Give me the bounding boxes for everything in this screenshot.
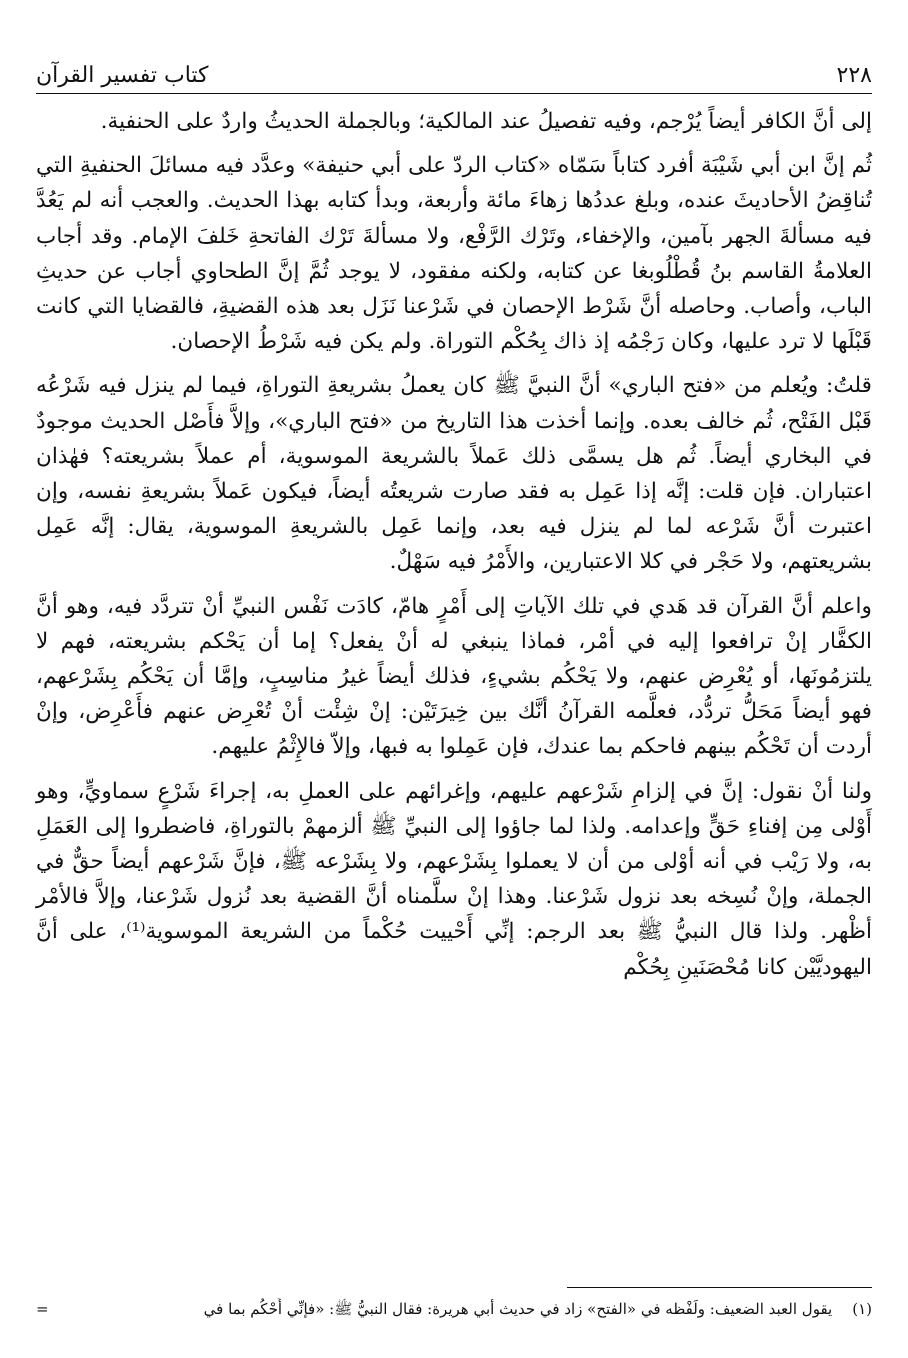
footnote-text: يقول العبد الضعيف: ولَفْظه في «الفتح» زاد في حديث أبي هريرة: فقال النبيُّ ﷺ: «فإنِّي أَحْكُم بما في bbox=[203, 1300, 833, 1318]
paragraph: قلتُ: ويُعلم من «فتح الباري» أنَّ النبيَّ ﷺ كان يعملُ بشريعةِ التوراةِ، فيما لم ينزل فيه شَرْعُه قَبْل الفَتْح، ثُم خالف بعده. وإنما أخذت هذا التاريخ من «فتح الباري»، وإلاَّ فأَصْل الحديث موجودٌ في البخاري أيضاً. ثُم هل يسمَّى ذلك عَملاً بالشريعة الموسوية، أم عملاً بشريعته؟ فهٰذان اعتباران. فإن قلت: إنَّه إذا عَمِل به فقد صارت شريعتُه أيضاً، فيكون عَملاً بشريعةِ نفسه، وإن اعتبرت أنَّ شَرْعه لما لم ينزل فيه بعد، وإنما عَمِل بالشريعةِ الموسوية، يقال: إنَّه عَمِل بشريعتهم، ولا حَجْر في كلا الاعتبارين، والأَمْرُ فيه سَهْلٌ. bbox=[36, 373, 872, 575]
page-number: ٢٢٨ bbox=[836, 63, 872, 88]
paragraph: ثُم إنَّ ابن أبي شَيْبَة أفرد كتاباً سَمّاه «كتاب الردّ على أبي حنيفة» وعدَّد فيه مسائلَ الحنفيةِ التي تُناقِضُ الأحاديثَ عنده، وبلغ عددُها زهاءَ مائة وأربعة، وبدأ كتابه بهذا الحديث. والعجب أنه لم يَعُدَّ فيه مسألةَ الجهر بآمين، والإخفاء، وتَرْك الرَّفْع، ولا مسألةَ تَرْك الفاتحةِ خَلفَ الإمام. وقد أجاب العلامةُ القاسم بنُ قُطْلُوبغا عن كتابه، ولكنه مفقود، لا يوجد ثُمَّ إنَّ الطحاوي أجاب عن حديثِ الباب، وأصاب. وحاصله أنَّ شَرْط الإحصان في شَرْعنا نَزَل بعد هذه القضيةِ، فالقضايا التي كانت قَبْلَها لا ترد عليها، وكان رَجْمُه إذ ذاك بِحُكْم التوراة. ولم يكن فيه شَرْطُ الإحصان. bbox=[36, 153, 872, 355]
paragraph: ولنا أنْ نقول: إنَّ في إلزامِ شَرْعهم عليهم، وإغرائهم على العملِ به، إجراءَ شَرْعٍ سماويٍّ، وهو أَوْلى مِن إفناءِ حَقٍّ وإعدامه. ولذا لما جاؤوا إلى النبيِّ ﷺ ألزمهمْ بالتوراةِ، فاضطروا إلى العَمَلِ به، ولا رَيْب في أنه أوْلى من أن لا يعملوا بِشَرْعهم، ولا بِشَرْعه ﷺ، فإنَّ شَرْعهم أيضاً حقٌّ في الجملة، وإنْ نُسِخه بعد نزول شَرْعنا. وهذا إنْ سلَّمناه أنَّ القضية بعد نُزول شَرْعنا، وإلاَّ فالأمْر أظْهر. ولذا قال النبيُّ ﷺ بعد الرجم: إنِّي أَحْييت حُكْماً من الشريعة الموسوية⁽¹⁾، على أنَّ اليهوديَّيْن كانا مُحْصَنَينِ بِحُكْم bbox=[36, 778, 873, 980]
paragraph: واعلم أنَّ القرآن قد هَدي في تلك الآياتِ إلى أَمْرٍ هامّ، كادَت نَفْس النبيِّ أنْ تتردَّد فيه، وهو أنَّ الكفَّار إنْ ترافعوا إليه في أمْر، فماذا ينبغي له أنْ يفعل؟ إما أن يَحْكم بشريعته، فهم لا يلتزمُونَها، أو يُعْرِض عنهم، ولا يَحْكُم بشيءٍ، فذلك أيضاً غيرُ مناسِبٍ، وإمَّا أن يَحْكُم بِشَرْعهم، فهو أيضاً مَحَلُّ تردُّد، فعلَّمه القرآنُ أنَّك بين خِيرَتَيْن: إنْ شِئْت أنْ تُعْرِض عنهم فأَعْرِض، وإنْ أردت أن تَحْكُم بينهم فاحكم بما عندك، فإن عَمِلوا به فبها، وإلاّ فالإِثْمُ عليهم. bbox=[36, 593, 872, 760]
header-rule bbox=[36, 93, 872, 94]
running-header bbox=[36, 50, 872, 88]
footnote-number: (١) bbox=[852, 1300, 872, 1318]
book-title: كتاب تفسير القرآن bbox=[36, 63, 209, 88]
footnote-rule bbox=[567, 1287, 872, 1288]
footnote-continuation-mark: = bbox=[36, 1300, 49, 1318]
paragraph: إلى أنَّ الكافر أيضاً يُرْجم، وفيه تفصيلُ عند المالكية؛ وبالجملة الحديثُ واردٌ على الحنفية. bbox=[100, 109, 872, 134]
main-text bbox=[36, 104, 872, 994]
footnote bbox=[36, 1298, 872, 1320]
